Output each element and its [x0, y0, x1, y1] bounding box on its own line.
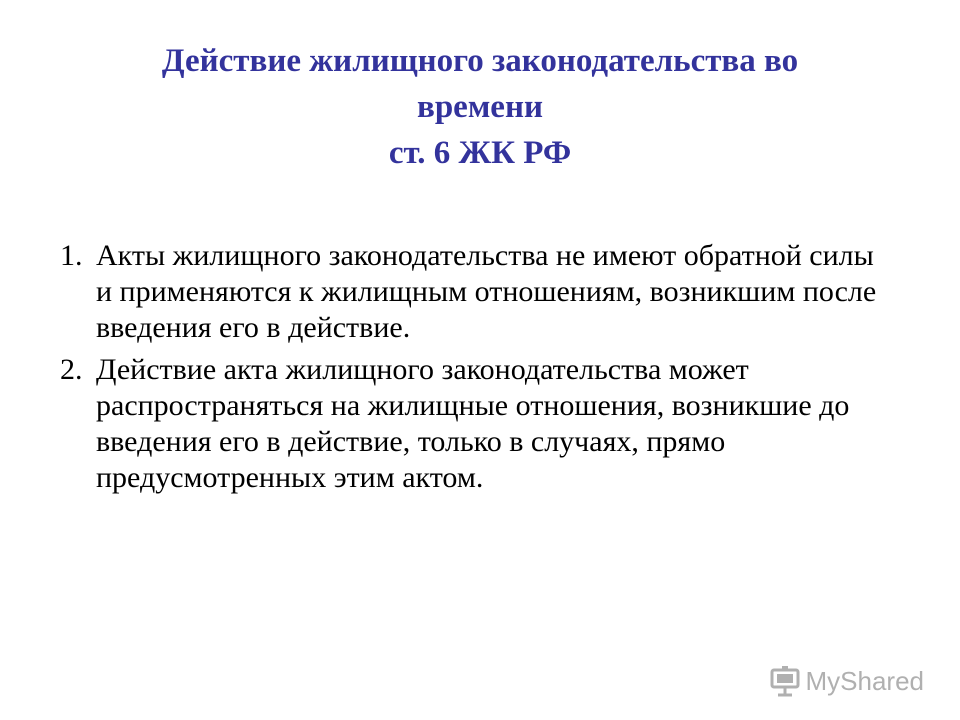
slide-title-line-2: времени: [417, 89, 543, 125]
list-item-number: 2.: [60, 353, 83, 386]
slide-title-line-1: Действие жилищного законодательства во: [161, 43, 799, 79]
list-item-number: 1.: [60, 239, 83, 272]
list-item: [60, 352, 880, 496]
slide-title: [80, 38, 880, 176]
slide-title-line-3: ст. 6 ЖК РФ: [388, 135, 572, 171]
watermark-logo: [768, 664, 925, 698]
watermark-text: MyShared: [805, 665, 924, 696]
list-item-text: Действие акта жилищного законодательства может распространяться на жилищные отношения, возникшие до введения его в действие, только в случаях, прямо предусмотренных этим актом.: [96, 353, 850, 494]
list-item-text: Акты жилищного законодательства не имеют обратной силы и применяются к жилищным отношениям, возникшим после введения его в действие.: [96, 239, 877, 344]
list-item: [60, 238, 880, 346]
presentation-board-icon: [768, 664, 802, 698]
numbered-list: [60, 238, 880, 502]
